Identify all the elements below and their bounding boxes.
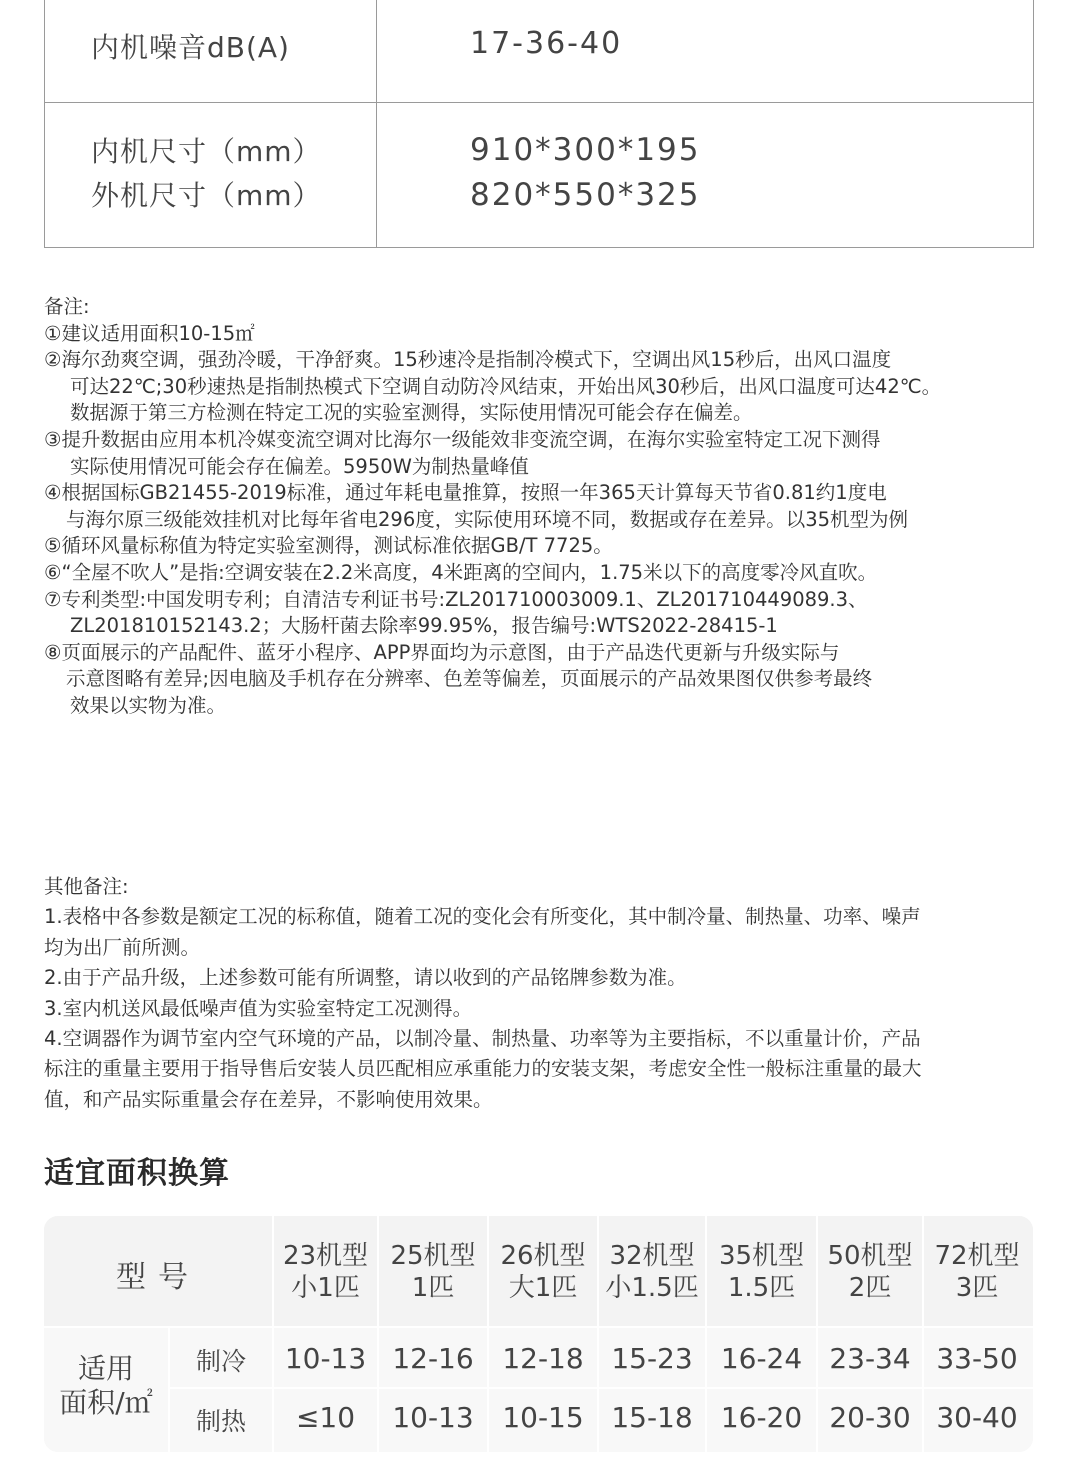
other-note-line: 2.由于产品升级，上述参数可能有所调整，请以收到的产品铭牌参数为准。 xyxy=(44,966,687,990)
grid-line xyxy=(44,1326,1033,1328)
heating-area-value: 15-18 xyxy=(611,1401,693,1434)
spec-table-column-divider xyxy=(376,0,377,247)
area-side-label-line: 适用 xyxy=(77,1352,134,1385)
model-column-header xyxy=(379,1240,487,1304)
spec-label-outdoor-size: 外机尺寸（mm） xyxy=(91,179,322,212)
row-label-cooling: 制冷 xyxy=(195,1347,246,1376)
note-line: ④根据国标GB21455-2019标准，通过年耗电量推算，按照一年365天计算每天节省0.81约1度电 xyxy=(44,481,887,505)
model-hp: 1.5匹 xyxy=(727,1273,796,1303)
note-line: 示意图略有差异;因电脑及手机存在分辨率、色差等偏差，页面展示的产品效果图仅供参考最终 xyxy=(66,667,873,691)
model-hp: 小1.5匹 xyxy=(605,1273,699,1303)
spec-label-dimensions xyxy=(91,130,322,218)
area-side-label-line: 面积/㎡ xyxy=(59,1386,153,1419)
heating-area-value: 10-13 xyxy=(392,1401,474,1434)
heating-area-value: 30-40 xyxy=(936,1401,1018,1434)
spec-value-noise: 17-36-40 xyxy=(470,26,623,61)
model-hp: 大1匹 xyxy=(508,1273,578,1303)
notes-heading: 备注: xyxy=(44,295,90,318)
other-note-line: 均为出厂前所测。 xyxy=(44,935,201,959)
note-line: 数据源于第三方检测在特定工况的实验室测得，实际使用情况可能会存在偏差。 xyxy=(70,401,753,425)
model-column-header xyxy=(274,1240,377,1304)
spec-value-indoor-size: 910*300*195 xyxy=(470,132,701,168)
note-line: ZL201810152143.2；大肠杆菌去除率99.95%，报告编号:WTS2022-28415-1 xyxy=(70,614,778,638)
model-column-header xyxy=(924,1240,1030,1304)
other-note-line: 标注的重量主要用于指导售后安装人员匹配相应承重能力的安装支架，考虑安全性一般标注重量的最大 xyxy=(44,1057,922,1081)
other-note-line: 4.空调器作为调节室内空气环境的产品，以制冷量、制热量、功率等为主要指标，不以重量计价，产品 xyxy=(44,1027,921,1051)
other-note-line: 3.室内机送风最低噪声值为实验室特定工况测得。 xyxy=(44,996,473,1020)
model-header: 型号 xyxy=(116,1260,200,1295)
other-note-line: 值，和产品实际重量会存在差异，不影响使用效果。 xyxy=(44,1087,493,1111)
model-name: 26机型 xyxy=(500,1241,586,1271)
grid-line xyxy=(168,1387,1033,1389)
note-line: 实际使用情况可能会存在偏差。5950W为制热量峰值 xyxy=(70,454,529,478)
spec-label-noise: 内机噪音dB(A) xyxy=(91,31,290,64)
model-name: 23机型 xyxy=(282,1241,369,1271)
model-column-header xyxy=(707,1240,816,1304)
model-hp: 1匹 xyxy=(411,1273,455,1303)
model-name: 50机型 xyxy=(827,1241,913,1271)
cooling-area-value: 23-34 xyxy=(829,1342,911,1375)
row-label-heating: 制热 xyxy=(195,1407,246,1436)
spec-table-row-divider xyxy=(45,102,1033,103)
model-name: 32机型 xyxy=(609,1241,695,1271)
cooling-area-value: 15-23 xyxy=(611,1342,693,1375)
note-line: ⑤循环风量标称值为特定实验室测得，测试标准依据GB/T 7725。 xyxy=(44,534,613,558)
spec-value-outdoor-size: 820*550*325 xyxy=(470,177,701,213)
model-hp: 2匹 xyxy=(848,1273,892,1303)
model-column-header xyxy=(599,1240,705,1304)
note-line: ②海尔劲爽空调，强劲冷暖，干净舒爽。15秒速冷是指制冷模式下，空调出风15秒后，出风口温度 xyxy=(44,348,892,372)
note-line: ⑦专利类型:中国发明专利；自清洁专利证书号:ZL201710003009.1、ZL201710449089.3、 xyxy=(44,587,868,611)
spec-table xyxy=(44,0,1034,248)
notes-block xyxy=(44,294,1054,720)
other-notes-block xyxy=(44,872,1044,1115)
area-side-label xyxy=(44,1352,168,1420)
note-line: 效果以实物为准。 xyxy=(70,693,227,717)
model-hp: 小1匹 xyxy=(291,1273,360,1303)
note-line: ③提升数据由应用本机冷媒变流空调对比海尔一级能效非变流空调，在海尔实验室特定工况下测得 xyxy=(44,427,881,451)
other-note-line: 1.表格中各参数是额定工况的标称值，随着工况的变化会有所变化，其中制冷量、制热量、功率、噪声 xyxy=(44,905,921,929)
note-line: 可达22℃;30秒速热是指制热模式下空调自动防冷风结束，开始出风30秒后，出风口温度可达42℃。 xyxy=(70,374,942,398)
heating-area-value: 20-30 xyxy=(829,1401,911,1434)
model-column-header xyxy=(818,1240,922,1304)
model-column-header xyxy=(489,1240,597,1304)
section-title: 适宜面积换算 xyxy=(44,1156,230,1191)
cooling-area-value: 10-13 xyxy=(284,1342,367,1375)
heating-area-value: 16-20 xyxy=(720,1401,803,1434)
model-name: 35机型 xyxy=(718,1241,805,1271)
cooling-area-value: 33-50 xyxy=(936,1342,1018,1375)
cooling-area-value: 16-24 xyxy=(720,1342,803,1375)
model-name: 72机型 xyxy=(934,1241,1020,1271)
model-name: 25机型 xyxy=(390,1241,476,1271)
cooling-area-value: 12-18 xyxy=(502,1342,584,1375)
other-notes-heading: 其他备注: xyxy=(44,875,129,898)
model-hp: 3匹 xyxy=(955,1273,999,1303)
note-line: ①建议适用面积10-15㎡ xyxy=(44,321,255,345)
note-line: ⑧页面展示的产品配件、蓝牙小程序、APP界面均为示意图，由于产品迭代更新与升级实际与 xyxy=(44,640,840,664)
spec-value-dimensions xyxy=(470,128,701,218)
note-line: ⑥“全屋不吹人”是指:空调安装在2.2米高度，4米距离的空间内，1.75米以下的高度零冷风直吹。 xyxy=(44,560,878,584)
spec-label-indoor-size: 内机尺寸（mm） xyxy=(91,135,322,168)
heating-area-value: ≤10 xyxy=(295,1401,356,1434)
cooling-area-value: 12-16 xyxy=(392,1342,474,1375)
heating-area-value: 10-15 xyxy=(502,1401,584,1434)
area-table xyxy=(44,1216,1033,1452)
note-line: 与海尔原三级能效挂机对比每年省电296度，实际使用环境不同，数据或存在差异。以35机型为例 xyxy=(66,507,909,531)
